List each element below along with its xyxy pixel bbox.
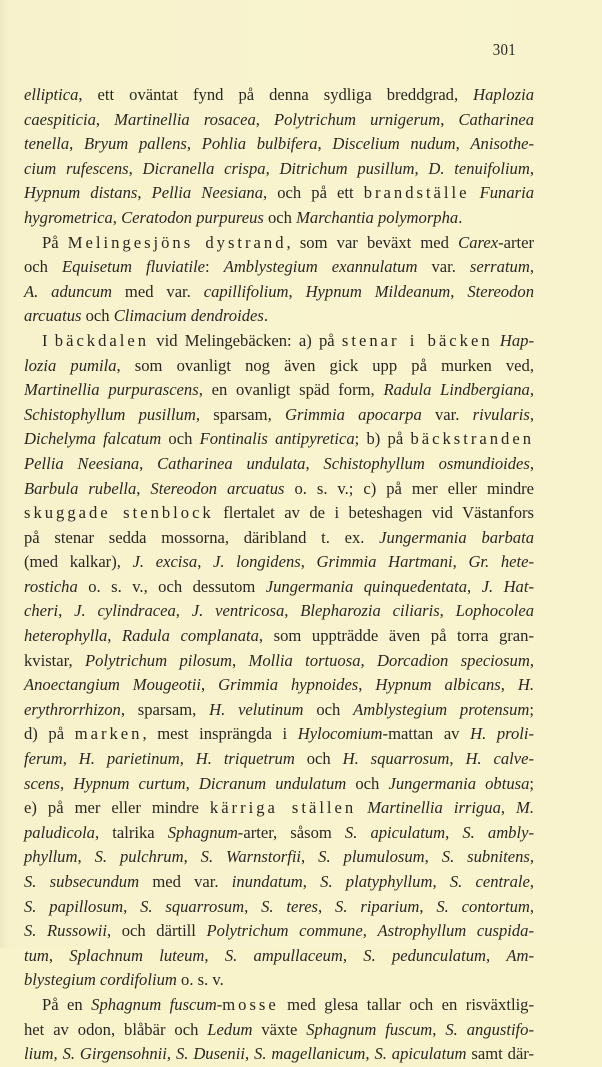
text-line	[24, 821, 534, 846]
italic-text: S. centrale	[449, 872, 530, 891]
roman-text: ,	[123, 896, 141, 916]
roman-text: var.	[421, 404, 473, 424]
italic-text: elliptica	[24, 85, 79, 104]
italic-text: capillifolium	[203, 281, 289, 301]
italic-text: Fontinalis antipyretica	[199, 429, 355, 449]
italic-text: S. ambly-	[462, 822, 534, 842]
italic-text: Mollia tortuosa	[248, 650, 361, 670]
spaced-text: bäckstranden	[410, 429, 534, 449]
italic-text: Hylocomium	[297, 724, 383, 744]
spaced-text: bäckdalen	[54, 330, 150, 350]
italic-text: inundatum	[231, 872, 303, 891]
italic-text: S. contortum	[436, 896, 530, 916]
italic-text: Jungermania barbata	[379, 527, 534, 547]
roman-text: ,	[183, 847, 201, 867]
roman-text: och	[346, 773, 389, 793]
italic-text: Gr. hete-	[468, 552, 535, 572]
italic-text: Ceratodon purpureus	[121, 207, 264, 227]
roman-text: ,	[529, 257, 534, 277]
text-line	[24, 206, 534, 231]
italic-text: J. cylindracea	[74, 601, 176, 621]
roman-text: ,	[59, 773, 74, 793]
italic-text: S. papillosum	[24, 896, 124, 916]
roman-text: flertalet av de i beteshagen vid Västanfors	[213, 503, 534, 523]
roman-text: ,	[342, 945, 364, 965]
italic-text: J. longidens	[213, 552, 301, 572]
roman-text: och	[24, 257, 62, 277]
italic-text: arcuatus	[24, 306, 82, 326]
roman-text: ,	[486, 945, 507, 965]
roman-text: ,	[529, 158, 534, 178]
italic-text: H. calve-	[465, 749, 535, 769]
italic-text: Barbula rubella	[24, 478, 137, 498]
italic-text: Hap-	[499, 330, 534, 350]
roman-text: ,	[201, 675, 219, 695]
roman-text: vid Melingebäcken: a) på	[149, 330, 342, 350]
roman-text: ,	[77, 847, 95, 867]
italic-text: tenella	[24, 134, 70, 154]
spaced-text: skuggade stenblock	[24, 503, 214, 523]
italic-text: erythrorrhizon	[24, 699, 121, 719]
roman-text: ,	[529, 847, 534, 867]
roman-text: och	[303, 699, 354, 719]
italic-text: Martinellia purpurascens	[24, 380, 199, 400]
italic-text: Equisetum fluviatile	[61, 257, 206, 277]
italic-text: S. apiculatum	[374, 1044, 467, 1064]
italic-text: Marchantia polymorpha	[296, 207, 459, 227]
roman-text: -arter	[498, 232, 534, 252]
body-text	[24, 83, 534, 1067]
roman-text: ,	[450, 281, 468, 301]
italic-text: Astrophyllum cuspida-	[377, 921, 535, 941]
roman-text: ;	[529, 699, 535, 719]
roman-text: ,	[432, 1019, 446, 1039]
italic-text: Blepharozia ciliaris	[300, 601, 440, 621]
roman-text: var.	[417, 257, 470, 277]
roman-text: På	[42, 232, 68, 252]
italic-text: Climacium dendroides	[113, 306, 264, 326]
roman-text: kvistar,	[24, 650, 86, 670]
italic-text: Catharinea	[458, 109, 535, 129]
text-line	[24, 501, 534, 526]
italic-text: serratum	[469, 257, 530, 277]
italic-text: S. squarrosum	[140, 896, 245, 916]
italic-text: S. Dusenii	[175, 1044, 245, 1064]
text-line	[24, 280, 534, 305]
roman-text: , som uppträdde även på torra gran-	[258, 626, 534, 646]
roman-text: , och därtill	[106, 921, 207, 941]
roman-text: -arter, såsom	[237, 822, 345, 842]
roman-text: ,	[175, 601, 192, 621]
roman-text: ,	[362, 921, 378, 941]
text-line	[24, 132, 534, 157]
roman-text: ,	[137, 183, 152, 203]
roman-text: ,	[452, 552, 469, 572]
text-line	[24, 378, 534, 403]
spaced-text: mosse	[222, 994, 279, 1014]
roman-text: , en ovanligt späd form,	[198, 380, 384, 400]
text-line	[24, 747, 534, 772]
text-line	[24, 452, 534, 477]
italic-text: Grimmia apocarpa	[284, 404, 422, 424]
roman-text: , mest insprängda i	[142, 724, 298, 744]
roman-text: ,	[529, 453, 535, 473]
italic-text: Lophocolea	[455, 601, 535, 621]
italic-text: S. teres	[261, 896, 319, 916]
text-line	[24, 526, 534, 551]
italic-text: S. pedunculatum	[363, 945, 486, 965]
italic-text: S. plumulosum	[318, 847, 425, 867]
italic-text: S. platyphyllum	[320, 872, 433, 891]
text-line	[24, 649, 534, 674]
roman-text: ,	[53, 1044, 63, 1064]
italic-text: Haplozia	[473, 85, 534, 104]
roman-text: ,	[244, 896, 262, 916]
roman-text: ,	[419, 896, 437, 916]
italic-text: cheri	[24, 601, 59, 621]
italic-text: phyllum	[24, 847, 78, 867]
italic-text: Polytrichum pilosum	[85, 650, 232, 670]
italic-text: Jungermania obtusa	[388, 773, 530, 793]
text-line	[24, 157, 534, 182]
italic-text: Carex	[458, 232, 499, 252]
italic-text: Stereodon arcuatus	[150, 478, 285, 498]
spaced-text: marken	[74, 724, 143, 744]
roman-text: (med kalkar),	[24, 552, 133, 572]
italic-text: H. velutinum	[209, 699, 304, 719]
text-line	[24, 698, 534, 723]
text-line	[24, 231, 534, 256]
roman-text: på stenar sedda mossorna, däribland t. ex.	[24, 527, 380, 547]
italic-text: Hypnum albicans	[375, 675, 501, 695]
italic-text: S. pulchrum	[94, 847, 184, 867]
italic-text: Polytrichum urnigerum	[274, 109, 441, 129]
italic-text: S. subsecundum	[24, 872, 140, 891]
roman-text: ,	[440, 109, 459, 129]
italic-text: Pellia Neesiana	[151, 183, 264, 203]
roman-text: ,	[500, 798, 517, 818]
italic-text: Am-	[506, 945, 535, 965]
roman-text: ,	[204, 945, 225, 965]
roman-text: ,	[529, 404, 534, 424]
italic-text: S. Russowii	[24, 921, 107, 941]
roman-text: ,	[128, 158, 143, 178]
roman-text: med var.	[112, 281, 204, 301]
italic-text: Dicranum undulatum	[198, 773, 347, 793]
roman-text: ,	[197, 552, 213, 572]
text-line	[24, 772, 534, 797]
roman-text: ,	[301, 847, 319, 867]
italic-text: caespiticia	[24, 109, 96, 129]
italic-text: Sphagnum fuscum	[306, 1019, 433, 1039]
italic-text: lium	[24, 1044, 54, 1064]
roman-text: ,	[467, 576, 482, 596]
roman-text: ,	[185, 773, 199, 793]
italic-text: Schistophyllum pusillum	[24, 404, 196, 424]
roman-text: ,	[365, 1044, 375, 1064]
roman-text: ,	[244, 1044, 255, 1064]
italic-text: J. excisa	[132, 552, 198, 572]
roman-text: d) på	[24, 724, 75, 744]
roman-text: ,	[500, 675, 518, 695]
italic-text: blystegium cordifolium	[24, 970, 177, 990]
text-line	[24, 83, 534, 108]
italic-text: Radula Lindbergiana	[383, 380, 530, 400]
italic-text: Amblystegium exannulatum	[223, 257, 418, 277]
italic-text: Catharinea undulata	[157, 453, 306, 473]
roman-text: och	[161, 429, 200, 449]
italic-text: hygrometrica	[24, 207, 113, 227]
italic-text: S. apiculatum	[344, 822, 446, 842]
text-line	[24, 993, 534, 1018]
italic-text: Amblystegium protensum	[353, 699, 530, 719]
roman-text: , ett oväntat fynd på denna sydliga breddgrad,	[78, 85, 474, 104]
roman-text: ,	[265, 158, 280, 178]
italic-text: Pohlia bulbifera	[201, 134, 318, 154]
italic-text: D. tenuifolium	[428, 158, 530, 178]
roman-text: ,	[445, 822, 463, 842]
italic-text: Radula complanata	[122, 626, 259, 646]
roman-text: ,	[186, 134, 202, 154]
italic-text: Dichelyma falcatum	[24, 429, 162, 449]
roman-text: -mattan av	[382, 724, 471, 744]
italic-text: H. triquetrum	[195, 749, 295, 769]
roman-text: , sparsam,	[195, 404, 285, 424]
roman-text: ,	[414, 158, 429, 178]
roman-text: På en	[42, 994, 92, 1014]
text-line	[24, 722, 534, 747]
text-line	[24, 354, 534, 379]
text-line	[24, 255, 534, 280]
roman-text: med glesa tallar och en risväxtlig-	[278, 994, 534, 1014]
spaced-text: brandställe	[363, 183, 470, 203]
text-line	[24, 870, 534, 895]
italic-text: tum	[24, 945, 49, 965]
italic-text: Discelium nudum	[332, 134, 456, 154]
spaced-text: Melingesjöns dystrand	[67, 232, 287, 252]
roman-text: ,	[62, 749, 79, 769]
text-line	[24, 181, 534, 206]
text-line	[24, 108, 534, 133]
italic-text: S. angustifo-	[445, 1019, 534, 1039]
roman-text: .	[263, 306, 268, 326]
roman-text: ,	[288, 281, 306, 301]
italic-text: S. magellanicum	[254, 1044, 366, 1064]
text-line	[24, 944, 534, 969]
italic-text: paludicola	[24, 822, 95, 842]
roman-text: ,	[107, 626, 123, 646]
text-line	[24, 477, 534, 502]
spaced-text: kärriga ställen	[209, 798, 357, 818]
text-line	[24, 796, 534, 821]
italic-text: Ditrichum pusillum	[279, 158, 415, 178]
roman-text: och	[263, 207, 297, 227]
roman-text: ,	[317, 134, 333, 154]
italic-text: heterophylla	[24, 626, 108, 646]
italic-text: Polytrichum commune	[206, 921, 363, 941]
italic-text: rivularis	[472, 404, 530, 424]
roman-text: ,	[284, 601, 301, 621]
italic-text: rosticha	[24, 576, 78, 596]
italic-text: scens	[24, 773, 60, 793]
italic-text: Splachnum luteum	[69, 945, 205, 965]
italic-text: S. riparium	[335, 896, 420, 916]
italic-text: Hypnum Mildeanum	[305, 281, 451, 301]
page-number: 301	[492, 40, 516, 59]
roman-text	[470, 183, 480, 202]
italic-text: Schistophyllum osmundioides	[323, 453, 530, 473]
roman-text: ,	[112, 207, 122, 227]
italic-text: A. aduncum	[24, 281, 113, 301]
italic-text: Dorcadion speciosum	[377, 650, 530, 670]
roman-text: , som ovanligt nog även gick upp på murken ved,	[116, 355, 534, 375]
roman-text: o. s. v., och dessutom	[77, 576, 266, 596]
text-line	[24, 599, 534, 624]
roman-text: o. s. v.; c) på mer eller mindre	[284, 478, 535, 498]
text-line	[24, 427, 534, 452]
text-line	[24, 403, 534, 428]
roman-text: ,	[529, 872, 535, 891]
roman-text: ,	[255, 109, 274, 129]
roman-text: -	[216, 994, 223, 1014]
italic-text: Martinellia irrigua	[367, 798, 501, 818]
italic-text: Grimmia Hartmani	[316, 552, 453, 572]
roman-text: ,	[449, 749, 466, 769]
roman-text: ,	[424, 847, 442, 867]
italic-text: J. ventricosa	[191, 601, 285, 621]
text-line	[24, 673, 534, 698]
roman-text: ; b) på	[354, 429, 411, 449]
roman-text: ,	[232, 650, 249, 670]
roman-text: ,	[300, 552, 317, 572]
roman-text: e) på mer eller mindre	[24, 798, 210, 818]
roman-text: ,	[58, 601, 75, 621]
roman-text	[493, 331, 500, 350]
text-line	[24, 304, 534, 329]
roman-text: ,	[136, 478, 151, 498]
roman-text: med var.	[139, 872, 232, 891]
italic-text: Anoectangium Mougeotii	[24, 675, 202, 695]
roman-text: ,	[179, 749, 196, 769]
roman-text	[356, 798, 367, 817]
roman-text: , talrika	[94, 822, 168, 842]
roman-text: , och på ett	[263, 183, 364, 203]
roman-text: ,	[302, 872, 321, 891]
roman-text: ,	[432, 872, 450, 891]
roman-text: och	[294, 749, 343, 769]
roman-text: :	[205, 257, 224, 277]
italic-text: Hypnum distans	[24, 183, 138, 203]
italic-text: Anisothe-	[470, 134, 535, 154]
roman-text: samt där-	[466, 1044, 535, 1064]
roman-text: växte	[252, 1019, 307, 1039]
text-line	[24, 624, 534, 649]
italic-text: Pellia Neesiana	[24, 453, 140, 473]
italic-text: S. subnitens	[441, 847, 530, 867]
roman-text: ,	[358, 675, 376, 695]
roman-text: och	[81, 306, 114, 326]
italic-text: cium rufescens	[24, 158, 129, 178]
roman-text: ,	[305, 453, 324, 473]
italic-text: Hypnum curtum	[73, 773, 186, 793]
italic-text: lozia pumila	[24, 355, 117, 375]
italic-text: Stereodon	[467, 281, 534, 301]
italic-text: Funaria	[479, 183, 534, 203]
roman-text: ,	[360, 650, 378, 670]
text-line	[24, 895, 534, 920]
italic-text: H. proli-	[470, 724, 535, 744]
italic-text: S. ampullaceum	[224, 945, 343, 965]
text-line	[24, 845, 534, 870]
text-line	[24, 575, 534, 600]
roman-text: ,	[318, 896, 336, 916]
roman-text: o. s. v.	[176, 970, 224, 990]
italic-text: H. squarrosum	[342, 749, 450, 769]
italic-text: Bryum pallens	[84, 134, 187, 154]
roman-text: ,	[529, 380, 535, 400]
italic-text: M.	[516, 798, 535, 818]
roman-text: ,	[455, 134, 471, 154]
text-line	[24, 329, 534, 354]
italic-text: H.	[517, 675, 534, 695]
roman-text: ,	[439, 601, 456, 621]
roman-text: ,	[48, 945, 70, 965]
italic-text: J. Hat-	[481, 576, 534, 596]
italic-text: Dicranella crispa	[142, 158, 266, 178]
roman-text: , sparsam,	[120, 699, 210, 719]
italic-text: ferum	[24, 749, 63, 769]
roman-text: het av odon, blåbär och	[24, 1019, 208, 1039]
text-line	[24, 1042, 534, 1067]
roman-text: I	[42, 330, 55, 350]
roman-text: ,	[529, 896, 535, 916]
roman-text: , som var beväxt med	[286, 232, 459, 252]
italic-text: Sphagnum	[167, 822, 238, 842]
roman-text: ,	[166, 1044, 176, 1064]
italic-text: S. Girgensohnii	[62, 1044, 167, 1064]
italic-text: Grimmia hypnoides	[218, 675, 359, 695]
roman-text: .	[458, 207, 463, 227]
italic-text: Sphagnum fuscum	[91, 994, 217, 1014]
italic-text: Ledum	[207, 1019, 253, 1039]
roman-text: ,	[139, 453, 158, 473]
text-line	[24, 550, 534, 575]
roman-text: ;	[529, 773, 535, 793]
italic-text: Jungermania quinquedentata	[265, 576, 467, 596]
roman-text: ,	[95, 109, 115, 129]
italic-text: H. parietinum	[78, 749, 180, 769]
text-line	[24, 1018, 534, 1043]
spaced-text: stenar i bäcken	[341, 330, 493, 350]
roman-text: ,	[529, 650, 534, 670]
text-line	[24, 968, 534, 993]
italic-text: Martinellia rosacea	[114, 109, 256, 129]
italic-text: S. Warnstorfii	[200, 847, 302, 867]
roman-text: ,	[69, 134, 85, 154]
text-line	[24, 919, 534, 944]
